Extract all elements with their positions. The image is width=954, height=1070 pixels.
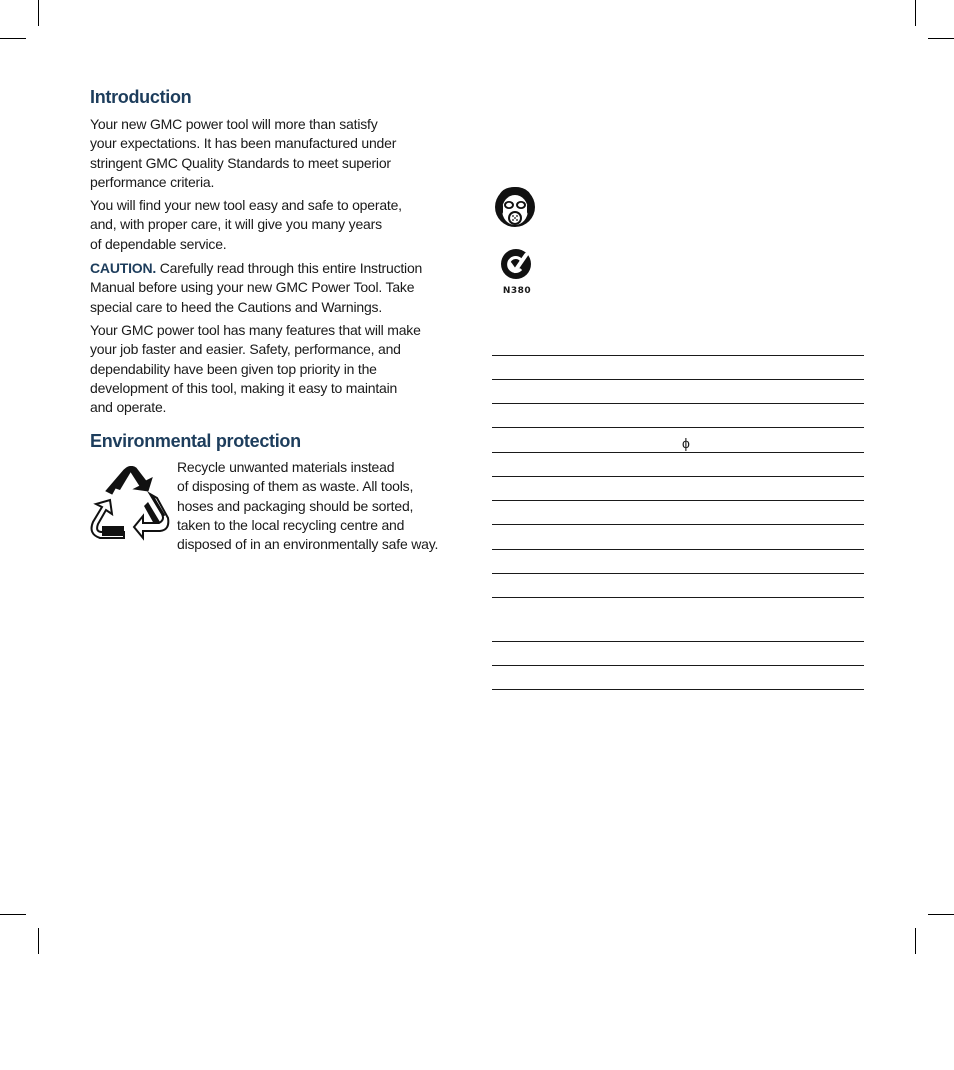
crop-mark: [928, 38, 954, 39]
c-tick-code: N380: [502, 286, 532, 296]
text-line: [90, 259, 450, 278]
crop-mark: [915, 928, 916, 954]
text-line: of disposing of them as waste. All tools,: [177, 478, 414, 495]
crop-mark: [38, 928, 39, 954]
intro-paragraph-2: [90, 196, 450, 254]
text-line: your job faster and easier. Safety, performance, and: [90, 341, 401, 358]
table-rule: [492, 476, 864, 477]
text-line: development of this tool, making it easy to maintain: [90, 379, 398, 396]
table-rule: [492, 452, 864, 453]
caution-paragraph: [90, 259, 450, 317]
intro-paragraph-1: [90, 115, 450, 192]
text-line: Manual before using your new GMC Power Tool. Take: [90, 279, 415, 296]
table-rule: [492, 524, 864, 525]
text-line: Your GMC power tool has many features that will make: [90, 322, 421, 338]
table-rule: [492, 573, 864, 574]
table-rule: [492, 665, 864, 666]
text-line: dependability have been given top priority in the: [90, 360, 377, 377]
table-rule: [492, 597, 864, 598]
text-line: hoses and packaging should be sorted,: [177, 497, 414, 514]
diameter-symbol: ϕ: [682, 435, 690, 451]
crop-mark: [0, 914, 26, 915]
environmental-protection-heading: Environmental protection: [90, 431, 301, 451]
text-line: disposed of in an environmentally safe way.: [177, 536, 439, 553]
text-line: of dependable service.: [90, 235, 227, 252]
c-tick-symbol: [500, 248, 534, 280]
crop-mark: [38, 0, 39, 26]
table-rule: [492, 379, 864, 380]
text-line: You will find your new tool easy and safe to operate,: [90, 197, 402, 213]
table-rule: [492, 427, 864, 428]
protective-gear-icon: [494, 186, 536, 230]
text-line: taken to the local recycling centre and: [177, 516, 405, 533]
text-line: your expectations. It has been manufactured under: [90, 135, 397, 152]
text-line: Your new GMC power tool will more than satisfy: [90, 116, 378, 132]
crop-mark: [0, 38, 26, 39]
table-rule: [492, 355, 864, 356]
table-rule: [492, 500, 864, 501]
recycle-icon: [90, 466, 170, 544]
text-line: performance criteria.: [90, 173, 215, 190]
table-rule: [492, 641, 864, 642]
text-line: Recycle unwanted materials instead: [177, 459, 395, 475]
caution-text: Carefully read through this entire Instruction: [156, 260, 423, 276]
table-rule: [492, 549, 864, 550]
crop-mark: [915, 0, 916, 26]
text-line: and operate.: [90, 399, 167, 416]
caution-label: CAUTION.: [90, 260, 157, 276]
intro-paragraph-4: [90, 321, 450, 417]
introduction-heading: Introduction: [90, 87, 192, 107]
table-rule: [492, 689, 864, 690]
text-line: and, with proper care, it will give you many years: [90, 216, 382, 233]
c-tick-mark-icon: [500, 248, 534, 294]
crop-mark: [928, 914, 954, 915]
text-line: special care to heed the Cautions and Warnings.: [90, 298, 383, 315]
table-rule: [492, 403, 864, 404]
environmental-text: [177, 458, 438, 554]
text-line: stringent GMC Quality Standards to meet superior: [90, 154, 391, 171]
